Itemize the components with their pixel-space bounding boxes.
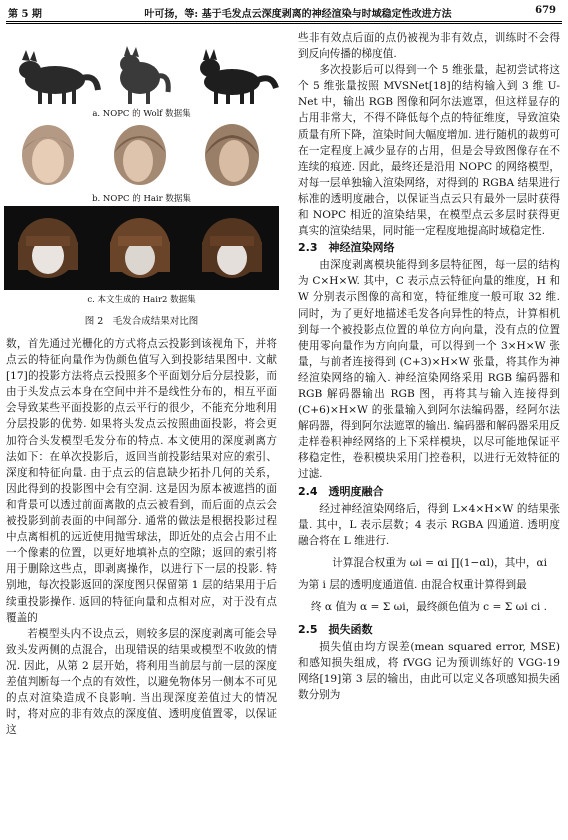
caption-c: c. 本文生成的 Hair2 数据集 bbox=[87, 295, 196, 305]
header-rule bbox=[6, 21, 562, 22]
equation-alpha-color: 终 α 值为 α = Σ ωi，最终颜色值为 c = Σ ωi ci . bbox=[310, 600, 548, 613]
left-paragraph-1: 数，首先通过光栅化的方式将点云投影到该视角下，并将点云的特征向量作为伪颜色值写入到投影结果图中. 文献[17]的投影方法将点云投照多个平面划分后分层投影，而由于头发点云本身在空间中并不是线性分布的，相互平面会导致某些平面投影的点云平行的很少，不能充分地利用分层投影的优势. 如果将头发点云按照曲面投影，将会更加符合头发模型毛发分布的特点. 本文使用的深度剥离方法如下：在单次投影后，返回当前投影结果对应的索引、深度和特征向量. 由于点云的信息缺少拓扑几何的关系，因此得到的投影图中会有空洞. 这是因为原本被遮挡的面和背景可以透过前面离散的点云被看到，而后面的点云会被投影到前表面的中间部分. 通常的做法是根据投影过程中点离相机的远近使用抛雪球法，即近处的点会占用不止一个像素的位置，以更好地填补点的空隙；返回的索引将用于删除这些点，即剥离操作，以进行下一层的投影. 特别地，每次投影返回的深度图只保留第 1 层的结果用于后续重投影操作. 返回的特征向量和点相对应，对于没有点覆盖的 bbox=[6, 338, 277, 624]
right-text-column bbox=[298, 30, 560, 703]
hair-render-panel bbox=[0, 121, 283, 191]
hair-render-1 bbox=[22, 125, 74, 185]
hair2-render-1 bbox=[18, 218, 78, 278]
caption-b: b. NOPC 的 Hair 数据集 bbox=[92, 194, 191, 204]
hair2-render-2 bbox=[110, 218, 170, 278]
hair2-render-3 bbox=[202, 218, 262, 278]
section-2-4-heading: 2.4 透明度融合 bbox=[298, 484, 384, 498]
running-title: 叶可扬，等: 基于毛发点云深度剥离的神经渲染与时域稳定性改进方法 bbox=[144, 9, 452, 20]
hair-render-3 bbox=[205, 124, 259, 186]
right-paragraph-0: 些非有效点后面的点仍被视为非有效点，训练时不会得到反向传播的梯度值. bbox=[298, 32, 560, 61]
page-number: 679 bbox=[535, 5, 556, 16]
running-header bbox=[0, 0, 568, 22]
right-paragraph-2: 由深度剥离模块能得到多层特征图，每一层的结构为 C×H×W. 其中，C 表示点云特征向量的维度，H 和 W 分别表示图像的高和宽，特征维度一般可取 32 维. 同时，为了更好地描述毛发各向异性的特点，计算相机到每一个被投影点位置的单位方向向量，没有点的位置使用零向量作为方向向量，可以得到一个 3×H×W 张量，与前者连接得到 (C+3)×H×W 张量，将其作为神经渲染网络的输入. 神经渲染网络采用 RGB 编码器和 RGB 解码器输出 RGB 图，再将其与输入连接得到 (C+6)×H×W 的张量输入到阿尔法编码器，经阿尔法解码器，得到阿尔法遮罩的输出. 编码器和解码器采用反走样卷积神经网络的上下采样模块，以尽可能地保证平移稳定性，卷积模块采用门控卷积，以进行无效特征的过滤. bbox=[298, 259, 560, 481]
left-paragraph-2: 若模型头内不设点云，则较多层的深度剥离可能会导致头发两侧的点混合，出现错误的结果或模型不收敛的情况. 因此，从第 2 层开始，将利用当前层与前一层的深度差值判断每一个点的有效性，以避免物体另一侧本不可见的点对渲染造成不良影响. 当出现深度差值过大的情况时，将对应的非有效点的深度值、透明度值置零，以保证这 bbox=[6, 627, 277, 737]
right-paragraph-1: 多次投影后可以得到一个 5 维张量，起初尝试将这个 5 维张量按照 MVSNet[18]的结构输入到 3 维 U-Net 中，输出 RGB 图像和阿尔法遮罩，但这样显存的占用非常大，不得不降低每个点的特征维度，导致渲染质量有所下降，渲染时间大幅度增加. 进行随机的裁剪可在一定程度上减少显存的占用，但是会导致图像存在不连续的痕迹. 因此，最终还是沿用 NOPC 的网络模型，对每一层单独输入渲染网络，对得到的 RGBA 结果进行标准的透明度融合，以保证当点云只有最外一层时获得和 NOPC 相近的渲染结果，在模型点云多层时获得更真实的渲染结果，同时能一定程度地提高时域稳定性. bbox=[298, 64, 560, 238]
left-text-column bbox=[6, 336, 277, 738]
equation-blend-weight: 计算混合权重为 ωi = αi ∏(1−αl)，其中，αi bbox=[332, 556, 548, 569]
hair2-render-panel bbox=[0, 206, 283, 290]
section-2-3-heading: 2.3 神经渲染网络 bbox=[298, 241, 395, 255]
wolf-render-2 bbox=[120, 46, 168, 104]
caption-a: a. NOPC 的 Wolf 数据集 bbox=[92, 109, 191, 119]
right-paragraph-4: 为第 i 层的透明度通道值. 由混合权重计算得到最 bbox=[298, 578, 527, 591]
right-paragraph-5: 损失值由均方误差(mean squared error, MSE)和感知损失组成，将 fVGG 记为预训练好的 VGG-19 网络[19]第 3 层的输出，由此可以定义各项感知损失函数分别为 bbox=[298, 640, 560, 702]
wolf-render-3 bbox=[200, 49, 276, 104]
wolf-render-1 bbox=[19, 50, 98, 104]
right-paragraph-3: 经过神经渲染网络后，得到 L×4×H×W 的结果张量. 其中，L 表示层数；4 表示 RGBA 四通道. 透明度融合将在 L 维进行. bbox=[298, 502, 560, 547]
issue-number: 第 5 期 bbox=[8, 9, 42, 20]
figure-title: 图 2 毛发合成结果对比图 bbox=[84, 316, 199, 327]
wolf-render-panel bbox=[0, 44, 283, 106]
header-rule-thin bbox=[6, 23, 562, 24]
hair-render-2 bbox=[114, 125, 166, 185]
section-2-5-heading: 2.5 损失函数 bbox=[298, 622, 373, 636]
